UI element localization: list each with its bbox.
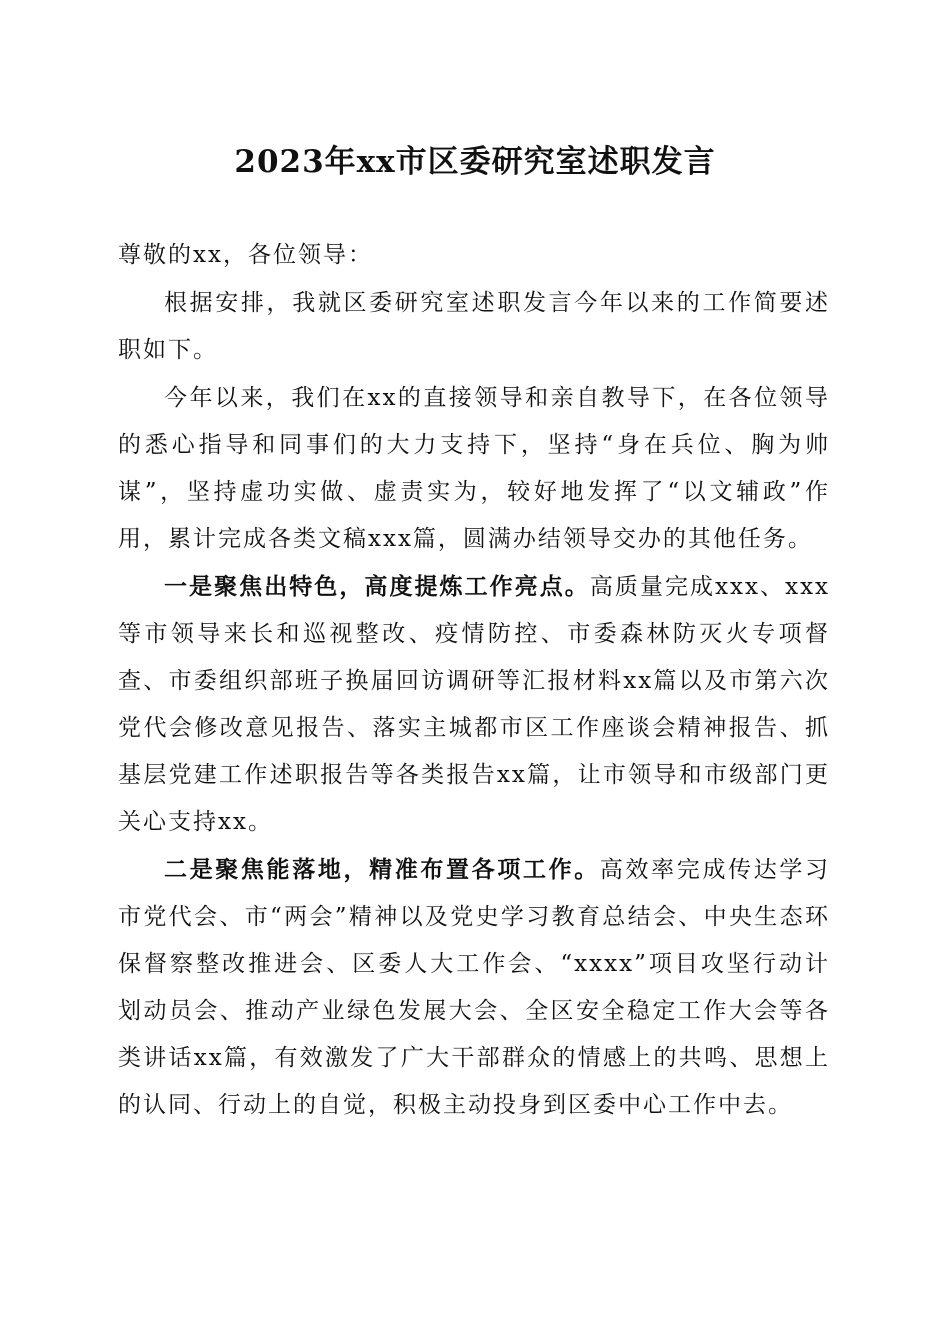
paragraph-text: 根据安排，我就区委研究室述职发言今年以来的工作简要述职如下。: [118, 290, 830, 363]
paragraph-point-one: [118, 563, 830, 846]
paragraph-arrangement: [118, 279, 830, 374]
paragraph-text: 高质量完成xxx、xxx等市领导来长和巡视整改、疫情防控、市委森林防灭火专项督查、市委组织部班子换届回访调研等汇报材料xx篇以及市第六次党代会修改意见报告、落实主城都市区工作座谈会精神报告、抓基层党建工作述职报告等各类报告xx篇，让市领导和市级部门更关心支持xx。: [118, 574, 831, 835]
salutation: 尊敬的xx，各位领导：: [118, 242, 373, 268]
paragraph-text: 高效率完成传达学习市党代会、市“两会”精神以及党史学习教育总结会、中央生态环保督察整改推进会、区委人大工作会、“xxxx”项目攻坚行动计划动员会、推动产业绿色发展大会、全区安全稳定工作大会等各类讲话xx篇，有效激发了广大干部群众的情感上的共鸣、思想上的认同、行动上的自觉，积极主动投身到区委中心工作中去。: [118, 857, 831, 1118]
document-body: [118, 232, 830, 1129]
paragraph-point-two: [118, 846, 830, 1129]
paragraph-lead: 二是聚焦能落地，精准布置各项工作。: [164, 856, 600, 883]
paragraph-overview: [118, 374, 830, 563]
paragraph-lead: 一是聚焦出特色，高度提炼工作亮点。: [164, 573, 590, 600]
paragraph-text: 今年以来，我们在xx的直接领导和亲自教导下，在各位领导的悉心指导和同事们的大力支持下，坚持“身在兵位、胸为帅谋”，坚持虚功实做、虚责实为，较好地发挥了“以文辅政”作用，累计完成各类文稿xxx篇，圆满办结领导交办的其他任务。: [118, 385, 830, 552]
document-title: 2023年xx市区委研究室述职发言: [234, 144, 716, 180]
